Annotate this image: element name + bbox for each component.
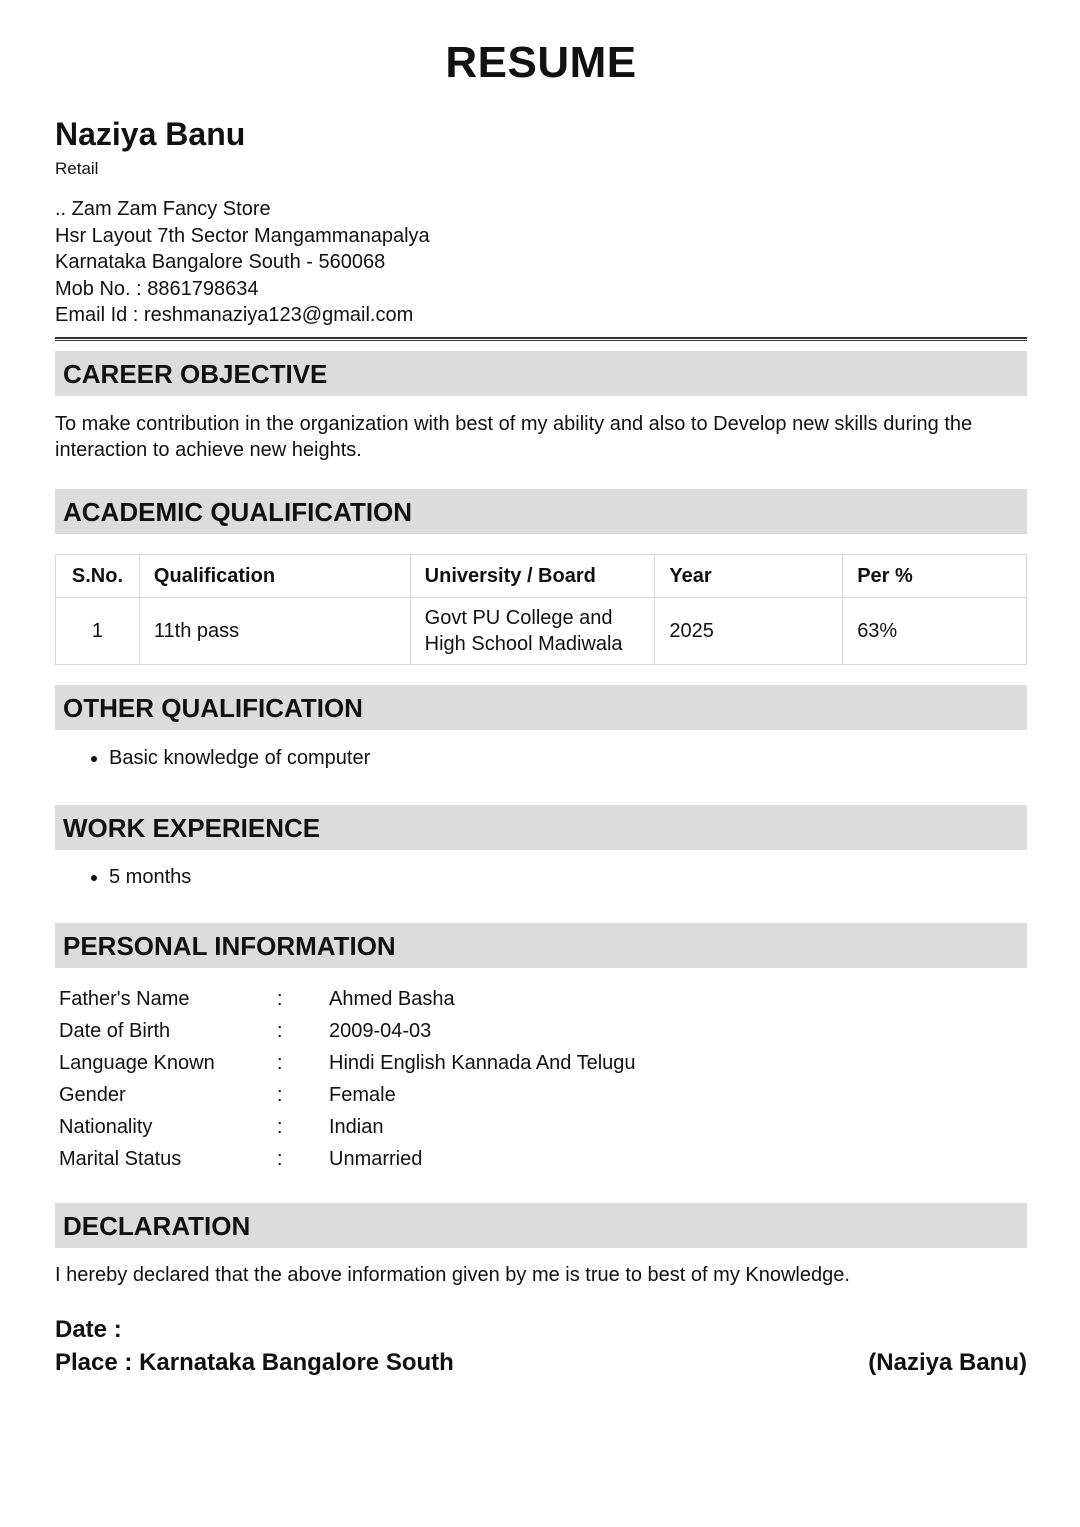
- signature-name: (Naziya Banu): [868, 1349, 1027, 1376]
- candidate-name: Naziya Banu: [55, 116, 246, 152]
- personal-row: [55, 983, 636, 1015]
- email-address: reshmanaziya123@gmail.com: [143, 304, 414, 326]
- personal-value: Indian: [329, 1115, 384, 1138]
- personal-label: Language Known: [59, 1051, 215, 1074]
- column-header: University / Board: [410, 555, 655, 598]
- column-header: Per %: [843, 555, 1027, 598]
- cell-percent: 63%: [843, 598, 1027, 665]
- work-experience-heading: WORK EXPERIENCE: [55, 805, 1027, 850]
- column-header: Year: [655, 555, 843, 598]
- separator: :: [277, 1083, 283, 1106]
- personal-value: Ahmed Basha: [329, 987, 455, 1010]
- personal-value: Unmarried: [329, 1147, 423, 1170]
- personal-value: 2009-04-03: [329, 1019, 432, 1042]
- separator: :: [277, 1115, 283, 1138]
- personal-label: Marital Status: [59, 1147, 182, 1170]
- table-row: [56, 598, 1027, 665]
- table-header-row: [56, 555, 1027, 598]
- personal-row: [55, 1047, 636, 1079]
- cell-year: 2025: [655, 598, 843, 665]
- personal-value: Female: [329, 1083, 396, 1106]
- address-line: .. Zam Zam Fancy Store: [55, 198, 271, 220]
- mobile-number: 8861798634: [147, 277, 259, 300]
- academic-table: [55, 554, 1027, 665]
- personal-value: Hindi English Kannada And Telugu: [329, 1051, 636, 1074]
- personal-label: Date of Birth: [59, 1019, 171, 1042]
- page-title: RESUME: [445, 38, 637, 87]
- other-qualification-list: [55, 745, 370, 771]
- work-experience-list: [55, 864, 191, 890]
- career-objective-heading: CAREER OBJECTIVE: [55, 351, 1027, 396]
- column-header: Qualification: [139, 555, 410, 598]
- contact-block: [55, 196, 430, 329]
- personal-row: [55, 1111, 636, 1143]
- academic-heading: ACADEMIC QUALIFICATION: [55, 489, 1027, 534]
- date-label: Date :: [55, 1316, 122, 1343]
- header-divider: [55, 337, 1027, 341]
- mobile-label: Mob No. :: [55, 277, 142, 300]
- column-header: S.No.: [56, 555, 140, 598]
- declaration-text: I hereby declared that the above information given by me is true to best of my Knowledge.: [55, 1264, 850, 1286]
- address-line: Hsr Layout 7th Sector Mangammanapalya: [55, 224, 430, 247]
- list-item: • Basic knowledge of computer: [109, 745, 370, 771]
- email-line: [55, 302, 430, 329]
- personal-row: [55, 1079, 636, 1111]
- personal-info-table: [55, 983, 636, 1175]
- personal-information-heading: PERSONAL INFORMATION: [55, 923, 1027, 968]
- place-line: [55, 1349, 454, 1377]
- email-label: Email Id :: [55, 304, 139, 326]
- mobile-line: [55, 276, 430, 303]
- separator: :: [277, 1019, 283, 1042]
- declaration-heading: DECLARATION: [55, 1203, 1027, 1248]
- profession: Retail: [55, 159, 99, 178]
- address-line: Karnataka Bangalore South - 560068: [55, 251, 386, 273]
- place-value: Karnataka Bangalore South: [139, 1349, 454, 1376]
- personal-row: [55, 1143, 636, 1175]
- list-item: • 5 months: [109, 864, 191, 890]
- place-label: Place :: [55, 1349, 133, 1376]
- cell-board: Govt PU College and High School Madiwala: [410, 598, 655, 665]
- personal-row: [55, 1015, 636, 1047]
- separator: :: [277, 1147, 283, 1170]
- separator: :: [277, 1051, 283, 1074]
- separator: :: [277, 987, 283, 1010]
- personal-label: Father's Name: [59, 987, 190, 1010]
- cell-sno: 1: [56, 598, 140, 665]
- cell-qualification: 11th pass: [139, 598, 410, 665]
- personal-label: Gender: [59, 1083, 126, 1106]
- personal-label: Nationality: [59, 1115, 153, 1138]
- other-qualification-heading: OTHER QUALIFICATION: [55, 685, 1027, 730]
- career-objective-text: To make contribution in the organization with best of my ability and also to Develop new skills during the interaction to achieve new heights.: [55, 413, 973, 461]
